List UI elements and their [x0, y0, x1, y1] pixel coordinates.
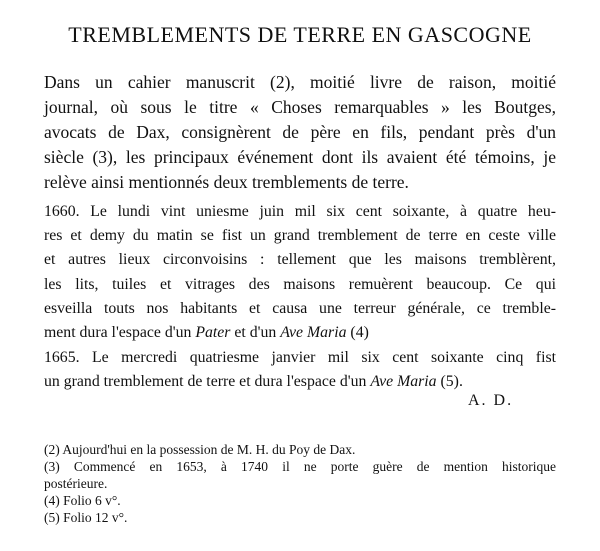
author-signature: A. D. — [468, 392, 514, 409]
entry-1660-paragraph — [44, 200, 556, 345]
footnote-3-line: postérieure. — [44, 476, 108, 491]
entry-1665-paragraph — [44, 346, 556, 394]
pater-word: Pater — [195, 324, 231, 342]
footnote-3-line: (3) Commencé en 1653, à 1740 il ne porte guère de mention historique — [44, 459, 556, 474]
footnote-4: (4) Folio 6 v°. — [44, 493, 121, 508]
entry-1660-text: ment dura l'espace d'un — [44, 324, 196, 342]
entry-1660-line: res et demy du matin se fist un grand tremblement de terre en ceste ville — [44, 227, 556, 245]
entry-1660-text: et d'un — [230, 324, 281, 342]
entry-1660-line: les lits, tuiles et vitrages des maisons remuèrent beaucoup. Ce qui — [44, 275, 556, 293]
entry-1665-line: 1665. Le mercredi quatriesme janvier mil six cent soixante cinq fist — [44, 349, 556, 366]
entry-1660-line: et autres lieux circonvoisins : tellement que les maisons tremblèrent, — [44, 251, 556, 269]
intro-paragraph — [44, 70, 556, 195]
entry-1660-last-line — [44, 321, 556, 345]
page-title: TREMBLEMENTS DE TERRE EN GASCOGNE — [68, 22, 532, 47]
entry-1660-line: 1660. Le lundi vint uniesme juin mil six cent soixante, à quatre heu- — [44, 203, 556, 220]
entry-1665-last-line — [44, 370, 556, 394]
ave-maria-word: Ave Maria — [280, 324, 347, 342]
footnote-5: (5) Folio 12 v°. — [44, 510, 128, 525]
entry-1665-text: un grand tremblement de terre et dura l'espace d'un — [44, 373, 371, 390]
intro-line: avocats de Dax, consignèrent de père en fils, pendant près d'un — [44, 122, 556, 142]
intro-line: Dans un cahier manuscrit (2), moitié livre de raison, moitié — [44, 72, 556, 92]
footnote-2: (2) Aujourd'hui en la possession de M. H. du Poy de Dax. — [44, 442, 356, 457]
intro-line: siècle (3), les principaux événement dont ils avaient été témoins, je — [44, 147, 556, 167]
ave-maria-word: Ave Maria — [370, 373, 437, 390]
footnote-ref: (4) — [346, 324, 369, 342]
footnote-ref: (5). — [436, 373, 463, 390]
intro-line: journal, où sous le titre « Choses remarquables » les Boutges, — [44, 97, 556, 117]
entry-1660-line: esveilla touts nos habitants et causa une terreur générale, ce tremble- — [44, 299, 556, 317]
intro-line: relève ainsi mentionnés deux tremblements de terre. — [44, 172, 409, 192]
footnote-3 — [44, 458, 556, 492]
